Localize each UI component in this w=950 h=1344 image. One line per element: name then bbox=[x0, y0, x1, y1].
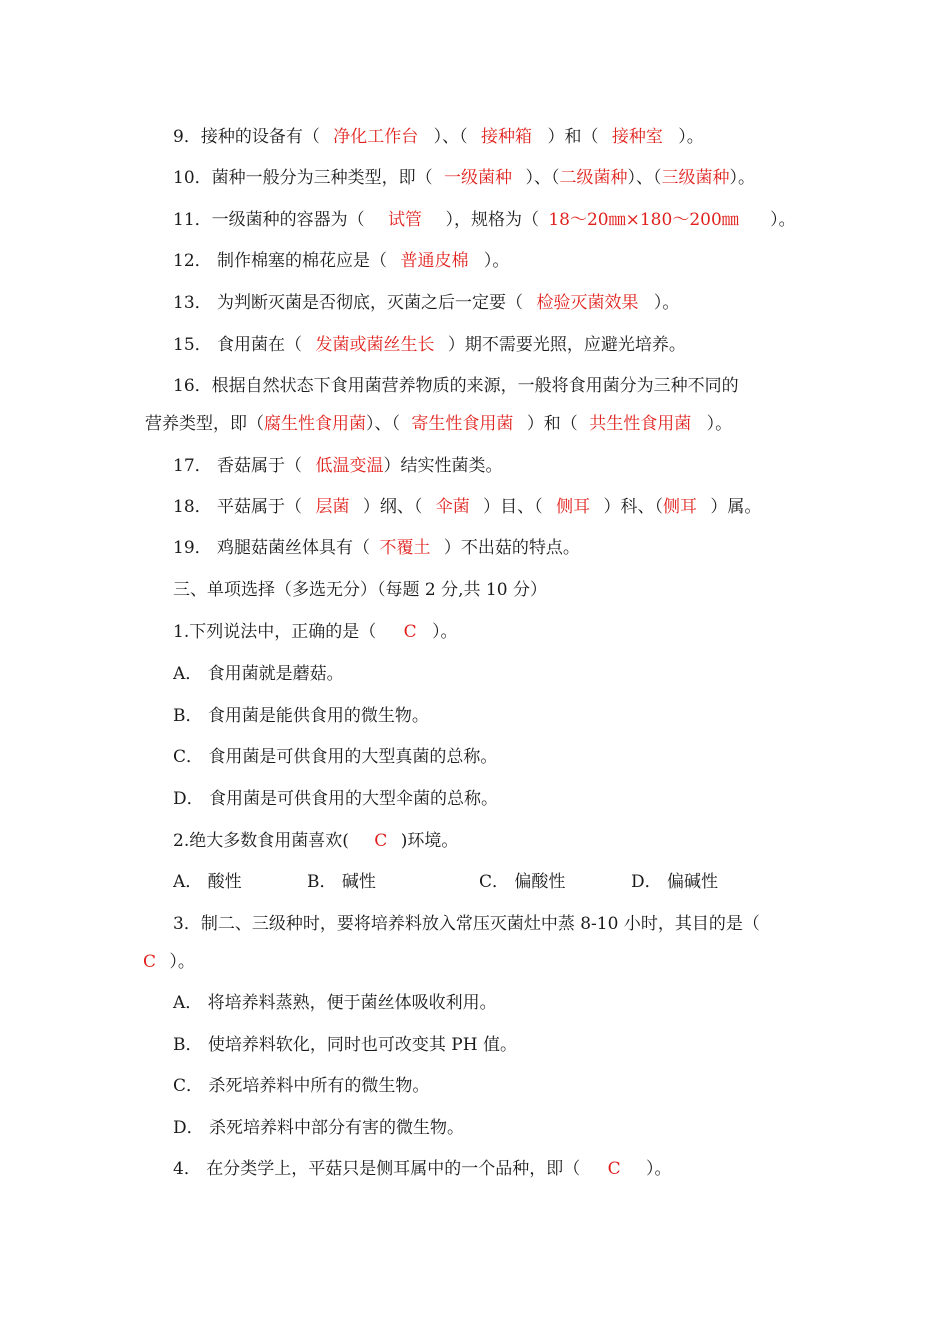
option-text: A． 酸性 bbox=[173, 872, 242, 892]
answer-fill: 三级菌种 bbox=[661, 168, 730, 188]
mc3-option-b bbox=[173, 1033, 517, 1057]
answer-fill: C bbox=[143, 952, 157, 972]
question-text: 17． 香菇属于（ bbox=[173, 456, 303, 476]
question-text: ）、（ bbox=[525, 168, 560, 188]
option-text: D． 偏碱性 bbox=[631, 872, 719, 892]
question-text: ）目、（ bbox=[483, 497, 543, 517]
answer-fill: 检验灭菌效果 bbox=[536, 293, 639, 313]
question-text: 10．菌种一般分为三种类型，即（ bbox=[173, 168, 433, 188]
question-text: ）期不需要光照，应避光培养。 bbox=[447, 335, 686, 355]
question-text: ）、（ bbox=[433, 127, 468, 147]
question-9 bbox=[173, 125, 704, 149]
answer-fill: 寄生性食用菌 bbox=[411, 414, 514, 434]
answer-fill: 试管 bbox=[388, 210, 423, 230]
answer-fill: 侧耳 bbox=[662, 497, 697, 517]
question-text: 13． 为判断灭菌是否彻底，灭菌之后一定要（ bbox=[173, 293, 524, 313]
question-16-line2 bbox=[145, 412, 732, 436]
question-text: ）。 bbox=[646, 1159, 672, 1179]
answer-fill: 不覆土 bbox=[379, 538, 431, 558]
answer-fill: 层菌 bbox=[315, 497, 350, 517]
question-10 bbox=[173, 166, 755, 190]
option-text: A． 食用菌就是蘑菇。 bbox=[173, 664, 344, 684]
answer-fill: 一级菌种 bbox=[444, 168, 513, 188]
question-text: ），规格为（ bbox=[445, 210, 539, 230]
mc-question-1 bbox=[173, 620, 458, 644]
mc1-option-d bbox=[173, 787, 498, 811]
mc1-option-a bbox=[173, 662, 344, 686]
option-text: C． 食用菌是可供食用的大型真菌的总称。 bbox=[173, 747, 498, 767]
answer-fill: 净化工作台 bbox=[333, 127, 419, 147]
option-text: D． 食用菌是可供食用的大型伞菌的总称。 bbox=[173, 789, 499, 809]
question-text: )环境。 bbox=[400, 831, 459, 851]
question-text: ）不出菇的特点。 bbox=[443, 538, 580, 558]
answer-fill: 共生性食用菌 bbox=[589, 414, 692, 434]
question-text: 18． 平菇属于（ bbox=[173, 497, 303, 517]
question-16-line1 bbox=[173, 374, 739, 398]
question-15 bbox=[173, 333, 686, 357]
mc-question-3-line1 bbox=[173, 912, 760, 936]
question-text: ）。 bbox=[678, 127, 704, 147]
question-text: ）和（ bbox=[526, 414, 578, 434]
question-text: 2.绝大多数食用菌喜欢( bbox=[173, 831, 349, 851]
question-text: ）、（ bbox=[627, 168, 662, 188]
question-text: ）。 bbox=[483, 251, 510, 271]
question-17 bbox=[173, 454, 502, 478]
option-text: B． 食用菌是能供食用的微生物。 bbox=[173, 706, 429, 726]
answer-fill: C bbox=[607, 1159, 621, 1179]
question-text: ）。 bbox=[653, 293, 680, 313]
question-19 bbox=[173, 536, 580, 560]
answer-fill: 发菌或菌丝生长 bbox=[315, 335, 435, 355]
question-text: ）。 bbox=[770, 210, 796, 230]
answer-fill: 侧耳 bbox=[556, 497, 591, 517]
question-text: ）。 bbox=[432, 622, 458, 642]
mc-question-4 bbox=[173, 1157, 672, 1181]
mc2-options bbox=[173, 870, 733, 894]
question-text: ）。 bbox=[706, 414, 733, 434]
option-text: B． 碱性 bbox=[307, 872, 376, 892]
question-text: 16．根据自然状态下食用菌营养物质的来源，一般将食用菌分为三种不同的 bbox=[173, 376, 739, 396]
answer-fill: 伞菌 bbox=[435, 497, 470, 517]
option-text: C． 杀死培养料中所有的微生物。 bbox=[173, 1076, 430, 1096]
question-text: ）。 bbox=[169, 952, 195, 972]
section-3-title bbox=[173, 578, 547, 602]
answer-fill: C bbox=[403, 622, 417, 642]
option-text: A． 将培养料蒸熟，便于菌丝体吸收利用。 bbox=[173, 993, 497, 1013]
question-text: 营养类型，即（ bbox=[145, 414, 264, 434]
section-heading: 三、单项选择（多选无分）（每题 2 分,共 10 分） bbox=[173, 580, 547, 600]
question-text: 1.下列说法中，正确的是（ bbox=[173, 622, 377, 642]
question-12 bbox=[173, 249, 509, 273]
mc1-option-b bbox=[173, 704, 429, 728]
option-text: B． 使培养料软化，同时也可改变其 PH 值。 bbox=[173, 1035, 517, 1055]
question-text: 19． 鸡腿菇菌丝体具有（ bbox=[173, 538, 371, 558]
question-13 bbox=[173, 291, 679, 315]
question-11 bbox=[173, 208, 796, 232]
answer-fill: C bbox=[374, 831, 388, 851]
question-18 bbox=[173, 495, 761, 519]
question-text: 3．制二、三级种时，要将培养料放入常压灭菌灶中蒸 8-10 小时，其目的是（ bbox=[173, 914, 760, 934]
question-text: ）纲、（ bbox=[362, 497, 423, 517]
question-text: 4． 在分类学上，平菇只是侧耳属中的一个品种，即（ bbox=[173, 1159, 581, 1179]
mc3-option-d bbox=[173, 1116, 464, 1140]
question-text: 9．接种的设备有（ bbox=[173, 127, 320, 147]
mc1-option-c bbox=[173, 745, 497, 769]
question-text: ）。 bbox=[729, 168, 755, 188]
question-text: 15． 食用菌在（ bbox=[173, 335, 303, 355]
question-text: ）属。 bbox=[710, 497, 762, 517]
answer-fill: 接种箱 bbox=[481, 127, 533, 147]
option-text: D． 杀死培养料中部分有害的微生物。 bbox=[173, 1118, 465, 1138]
mc-question-3-line2 bbox=[143, 950, 195, 974]
mc3-option-a bbox=[173, 991, 497, 1015]
answer-fill: 腐生性食用菌 bbox=[264, 414, 366, 434]
question-text: ）和（ bbox=[547, 127, 599, 147]
question-text: ）结实性菌类。 bbox=[383, 456, 503, 476]
answer-fill: 普通皮棉 bbox=[400, 251, 469, 271]
question-text: 11．一级菌种的容器为（ bbox=[173, 210, 365, 230]
option-text: C． 偏酸性 bbox=[479, 872, 566, 892]
answer-fill: 接种室 bbox=[611, 127, 663, 147]
mc3-option-c bbox=[173, 1074, 429, 1098]
question-text: ）、（ bbox=[366, 414, 400, 434]
question-text: 12． 制作棉塞的棉花应是（ bbox=[173, 251, 388, 271]
answer-fill: 低温变温 bbox=[315, 456, 384, 476]
answer-fill: 18～20㎜×180～200㎜ bbox=[548, 210, 739, 230]
mc-question-2 bbox=[173, 829, 458, 853]
answer-fill: 二级菌种 bbox=[559, 168, 628, 188]
question-text: ）科、（ bbox=[603, 497, 663, 517]
